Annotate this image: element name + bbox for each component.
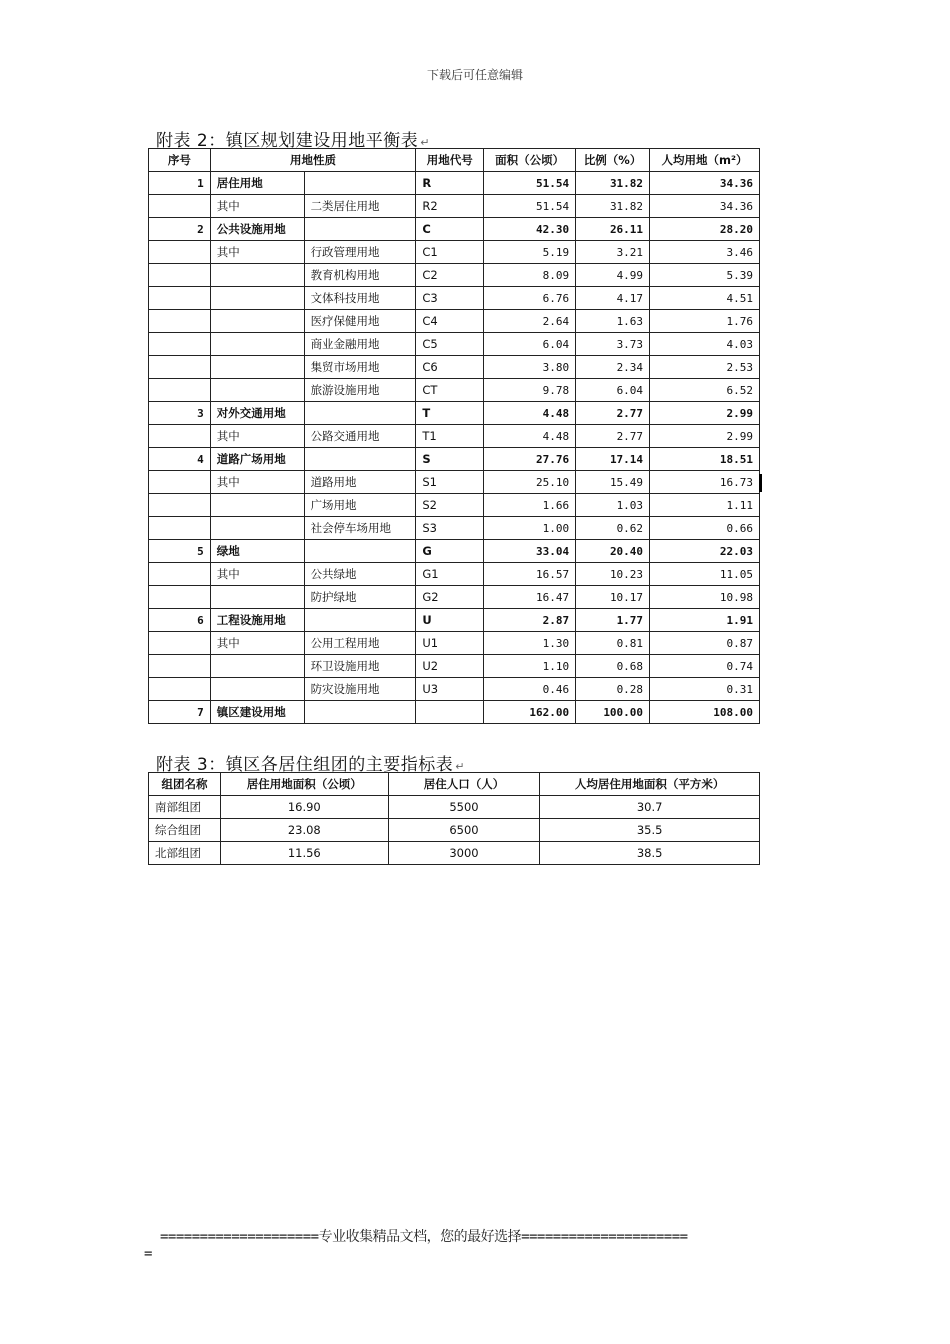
land-code: C2 <box>416 264 484 287</box>
land-subcategory: 医疗保健用地 <box>304 310 416 333</box>
land-subcategory: 广场用地 <box>304 494 416 517</box>
area-value: 6.04 <box>484 333 576 356</box>
land-subcategory: 道路用地 <box>304 471 416 494</box>
per-capita-value: 0.74 <box>650 655 760 678</box>
footer-banner-tail: = <box>144 1246 153 1262</box>
area-value: 4.48 <box>484 402 576 425</box>
table-row <box>149 448 760 471</box>
land-subcategory: 防灾设施用地 <box>304 678 416 701</box>
area-value: 1.10 <box>484 655 576 678</box>
land-balance-table <box>148 148 760 724</box>
per-capita-value: 11.05 <box>650 563 760 586</box>
table-row <box>149 819 760 842</box>
area-value: 4.48 <box>484 425 576 448</box>
per-capita-value: 1.91 <box>650 609 760 632</box>
paragraph-mark-icon: ↵ <box>455 760 465 773</box>
row-number <box>149 678 211 701</box>
row-number <box>149 655 211 678</box>
land-code: U1 <box>416 632 484 655</box>
area-value: 8.09 <box>484 264 576 287</box>
per-capita-value: 22.03 <box>650 540 760 563</box>
header-residential-area: 居住用地面积（公顷） <box>220 773 388 796</box>
land-subcategory: 公共绿地 <box>304 563 416 586</box>
per-capita-value: 3.46 <box>650 241 760 264</box>
per-capita-value: 28.20 <box>650 218 760 241</box>
row-number: 5 <box>149 540 211 563</box>
area-value: 33.04 <box>484 540 576 563</box>
land-category <box>210 494 304 517</box>
per-capita-area-value: 30.7 <box>540 796 760 819</box>
population-value: 6500 <box>388 819 540 842</box>
land-category <box>210 310 304 333</box>
land-code: S2 <box>416 494 484 517</box>
land-code: T1 <box>416 425 484 448</box>
land-code: C6 <box>416 356 484 379</box>
area-value: 51.54 <box>484 195 576 218</box>
land-code: C1 <box>416 241 484 264</box>
land-subcategory: 社会停车场用地 <box>304 517 416 540</box>
table-row <box>149 425 760 448</box>
table3-header-row <box>149 773 760 796</box>
area-value: 1.66 <box>484 494 576 517</box>
table-row <box>149 356 760 379</box>
land-subcategory: 公路交通用地 <box>304 425 416 448</box>
table-row <box>149 218 760 241</box>
row-number <box>149 563 211 586</box>
ratio-value: 0.62 <box>576 517 650 540</box>
table-row <box>149 609 760 632</box>
land-subcategory: 行政管理用地 <box>304 241 416 264</box>
land-subcategory: 集贸市场用地 <box>304 356 416 379</box>
table-row <box>149 494 760 517</box>
land-category <box>210 586 304 609</box>
row-number: 6 <box>149 609 211 632</box>
land-category: 对外交通用地 <box>210 402 304 425</box>
table-row <box>149 195 760 218</box>
area-value: 2.87 <box>484 609 576 632</box>
land-category <box>210 287 304 310</box>
residential-group-table <box>148 772 760 865</box>
land-code: U2 <box>416 655 484 678</box>
table-row <box>149 241 760 264</box>
per-capita-area-value: 38.5 <box>540 842 760 865</box>
per-capita-value: 18.51 <box>650 448 760 471</box>
land-category: 镇区建设用地 <box>210 701 304 724</box>
residential-area-value: 16.90 <box>220 796 388 819</box>
group-name: 综合组团 <box>149 819 221 842</box>
row-number <box>149 356 211 379</box>
row-number: 3 <box>149 402 211 425</box>
land-code: C4 <box>416 310 484 333</box>
area-value: 0.46 <box>484 678 576 701</box>
land-category <box>210 678 304 701</box>
table2-header-row <box>149 149 760 172</box>
table3-body <box>149 796 760 865</box>
header-group-name: 组团名称 <box>149 773 221 796</box>
land-subcategory <box>304 402 416 425</box>
header-population: 居住人口（人） <box>388 773 540 796</box>
area-value: 6.76 <box>484 287 576 310</box>
land-category <box>210 333 304 356</box>
header-code: 用地代号 <box>416 149 484 172</box>
per-capita-area-value: 35.5 <box>540 819 760 842</box>
table-row <box>149 379 760 402</box>
row-number <box>149 494 211 517</box>
row-number <box>149 586 211 609</box>
land-code: R <box>416 172 484 195</box>
table2-caption-text: 附表 2：镇区规划建设用地平衡表 <box>156 131 419 151</box>
area-value: 27.76 <box>484 448 576 471</box>
row-number: 4 <box>149 448 211 471</box>
ratio-value: 1.03 <box>576 494 650 517</box>
table3-caption-text: 附表 3：镇区各居住组团的主要指标表 <box>156 755 454 775</box>
table-row <box>149 701 760 724</box>
land-code: C5 <box>416 333 484 356</box>
table-row <box>149 471 760 494</box>
per-capita-value: 4.03 <box>650 333 760 356</box>
ratio-value: 3.21 <box>576 241 650 264</box>
area-value: 9.78 <box>484 379 576 402</box>
table-row <box>149 402 760 425</box>
header-per-capita-area: 人均居住用地面积（平方米） <box>540 773 760 796</box>
ratio-value: 4.99 <box>576 264 650 287</box>
per-capita-value: 1.11 <box>650 494 760 517</box>
table-row <box>149 678 760 701</box>
land-code <box>416 701 484 724</box>
table-row <box>149 517 760 540</box>
ratio-value: 10.23 <box>576 563 650 586</box>
row-number: 7 <box>149 701 211 724</box>
land-subcategory <box>304 448 416 471</box>
area-value: 2.64 <box>484 310 576 333</box>
per-capita-value: 2.99 <box>650 425 760 448</box>
land-subcategory: 防护绿地 <box>304 586 416 609</box>
row-number: 1 <box>149 172 211 195</box>
table2-body <box>149 172 760 724</box>
land-category <box>210 379 304 402</box>
residential-area-value: 11.56 <box>220 842 388 865</box>
land-code: CT <box>416 379 484 402</box>
table-row <box>149 333 760 356</box>
per-capita-value: 10.98 <box>650 586 760 609</box>
per-capita-value: 34.36 <box>650 195 760 218</box>
per-capita-value: 16.73 <box>650 471 760 494</box>
land-category: 其中 <box>210 425 304 448</box>
population-value: 5500 <box>388 796 540 819</box>
table-row <box>149 796 760 819</box>
table-row <box>149 264 760 287</box>
area-value: 162.00 <box>484 701 576 724</box>
land-subcategory <box>304 609 416 632</box>
land-code: G1 <box>416 563 484 586</box>
land-code: C <box>416 218 484 241</box>
table-row <box>149 586 760 609</box>
ratio-value: 1.63 <box>576 310 650 333</box>
ratio-value: 10.17 <box>576 586 650 609</box>
land-category <box>210 655 304 678</box>
row-number <box>149 632 211 655</box>
ratio-value: 20.40 <box>576 540 650 563</box>
area-value: 16.47 <box>484 586 576 609</box>
table-row <box>149 632 760 655</box>
per-capita-value: 2.99 <box>650 402 760 425</box>
per-capita-value: 2.53 <box>650 356 760 379</box>
land-category <box>210 356 304 379</box>
table-row <box>149 563 760 586</box>
row-number <box>149 310 211 333</box>
land-category: 其中 <box>210 471 304 494</box>
ratio-value: 2.77 <box>576 425 650 448</box>
area-value: 25.10 <box>484 471 576 494</box>
ratio-value: 4.17 <box>576 287 650 310</box>
header-no: 序号 <box>149 149 211 172</box>
group-name: 南部组团 <box>149 796 221 819</box>
population-value: 3000 <box>388 842 540 865</box>
header-area: 面积（公顷） <box>484 149 576 172</box>
area-value: 1.30 <box>484 632 576 655</box>
paragraph-mark-icon: ↵ <box>420 136 430 149</box>
land-category: 其中 <box>210 632 304 655</box>
table-row <box>149 172 760 195</box>
land-category: 公共设施用地 <box>210 218 304 241</box>
ratio-value: 31.82 <box>576 195 650 218</box>
land-code: S1 <box>416 471 484 494</box>
table-row <box>149 540 760 563</box>
header-category: 用地性质 <box>210 149 416 172</box>
row-number <box>149 264 211 287</box>
land-subcategory: 商业金融用地 <box>304 333 416 356</box>
per-capita-value: 5.39 <box>650 264 760 287</box>
table-row <box>149 655 760 678</box>
per-capita-value: 0.66 <box>650 517 760 540</box>
table-row <box>149 310 760 333</box>
row-number <box>149 379 211 402</box>
row-number <box>149 287 211 310</box>
area-value: 3.80 <box>484 356 576 379</box>
area-value: 42.30 <box>484 218 576 241</box>
row-number <box>149 333 211 356</box>
land-subcategory <box>304 218 416 241</box>
ratio-value: 1.77 <box>576 609 650 632</box>
cursor-bar <box>759 474 762 492</box>
land-code: S <box>416 448 484 471</box>
per-capita-value: 34.36 <box>650 172 760 195</box>
ratio-value: 31.82 <box>576 172 650 195</box>
ratio-value: 0.81 <box>576 632 650 655</box>
land-subcategory: 环卫设施用地 <box>304 655 416 678</box>
area-value: 51.54 <box>484 172 576 195</box>
land-code: R2 <box>416 195 484 218</box>
ratio-value: 0.28 <box>576 678 650 701</box>
land-category <box>210 517 304 540</box>
footer-banner: ====================专业收集精品文档，您的最好选择===================== <box>160 1229 688 1245</box>
header-ratio: 比例（%） <box>576 149 650 172</box>
per-capita-value: 0.31 <box>650 678 760 701</box>
land-category <box>210 264 304 287</box>
land-subcategory <box>304 540 416 563</box>
land-subcategory <box>304 172 416 195</box>
row-number: 2 <box>149 218 211 241</box>
table-row <box>149 842 760 865</box>
ratio-value: 17.14 <box>576 448 650 471</box>
ratio-value: 2.34 <box>576 356 650 379</box>
ratio-value: 0.68 <box>576 655 650 678</box>
area-value: 16.57 <box>484 563 576 586</box>
row-number <box>149 471 211 494</box>
land-category: 绿地 <box>210 540 304 563</box>
per-capita-value: 4.51 <box>650 287 760 310</box>
land-category: 道路广场用地 <box>210 448 304 471</box>
land-category: 其中 <box>210 563 304 586</box>
land-code: G <box>416 540 484 563</box>
ratio-value: 2.77 <box>576 402 650 425</box>
land-subcategory <box>304 701 416 724</box>
header-note: 下载后可任意编辑 <box>426 68 523 82</box>
land-code: U3 <box>416 678 484 701</box>
land-category: 其中 <box>210 241 304 264</box>
ratio-value: 3.73 <box>576 333 650 356</box>
ratio-value: 6.04 <box>576 379 650 402</box>
land-category: 其中 <box>210 195 304 218</box>
row-number <box>149 517 211 540</box>
area-value: 5.19 <box>484 241 576 264</box>
header-per-capita: 人均用地（m²） <box>650 149 760 172</box>
ratio-value: 15.49 <box>576 471 650 494</box>
per-capita-value: 1.76 <box>650 310 760 333</box>
ratio-value: 100.00 <box>576 701 650 724</box>
land-subcategory: 公用工程用地 <box>304 632 416 655</box>
land-subcategory: 二类居住用地 <box>304 195 416 218</box>
land-code: C3 <box>416 287 484 310</box>
land-code: T <box>416 402 484 425</box>
row-number <box>149 195 211 218</box>
area-value: 1.00 <box>484 517 576 540</box>
land-category: 居住用地 <box>210 172 304 195</box>
table-row <box>149 287 760 310</box>
land-code: S3 <box>416 517 484 540</box>
residential-area-value: 23.08 <box>220 819 388 842</box>
land-subcategory: 文体科技用地 <box>304 287 416 310</box>
ratio-value: 26.11 <box>576 218 650 241</box>
land-subcategory: 教育机构用地 <box>304 264 416 287</box>
per-capita-value: 0.87 <box>650 632 760 655</box>
land-subcategory: 旅游设施用地 <box>304 379 416 402</box>
per-capita-value: 6.52 <box>650 379 760 402</box>
row-number <box>149 425 211 448</box>
land-code: U <box>416 609 484 632</box>
land-code: G2 <box>416 586 484 609</box>
group-name: 北部组团 <box>149 842 221 865</box>
per-capita-value: 108.00 <box>650 701 760 724</box>
land-category: 工程设施用地 <box>210 609 304 632</box>
row-number <box>149 241 211 264</box>
